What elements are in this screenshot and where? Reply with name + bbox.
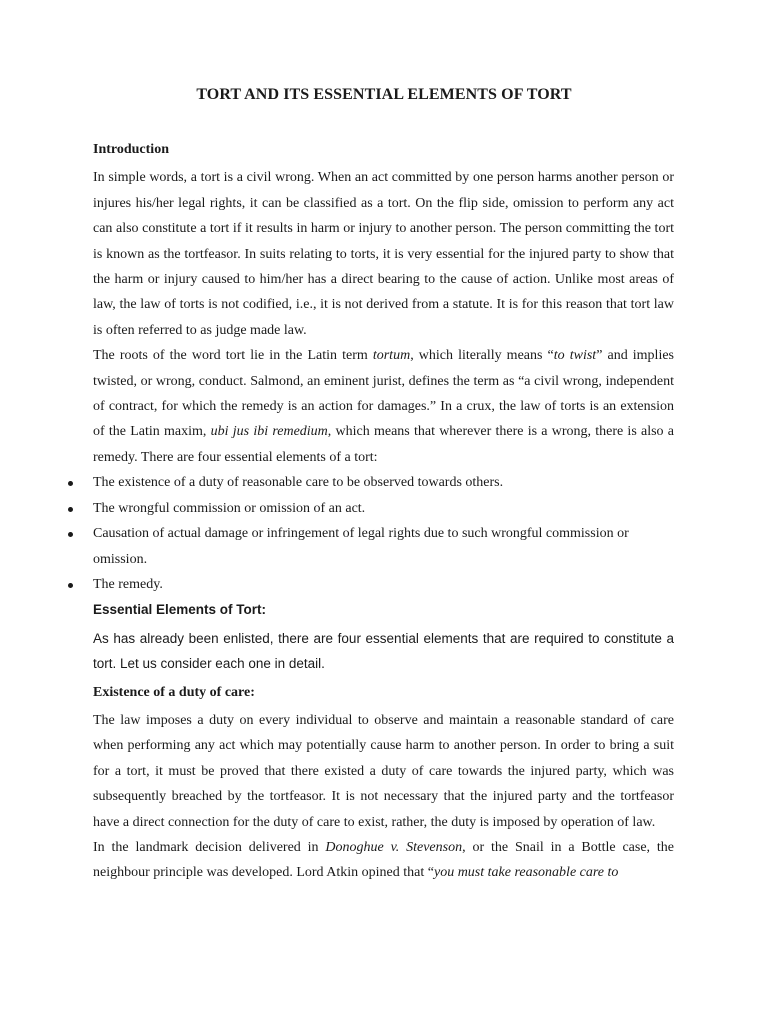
latin-maxim: ubi jus ibi remedium <box>210 424 328 440</box>
list-item <box>93 496 674 521</box>
document-title: TORT AND ITS ESSENTIAL ELEMENTS OF TORT <box>196 86 572 103</box>
introduction-heading: Introduction <box>93 142 169 157</box>
list-item-text: The wrongful commission or omission of an act. <box>93 500 366 516</box>
quoted-meaning: to twist <box>553 348 597 364</box>
essential-elements-heading: Essential Elements of Tort: <box>93 602 267 618</box>
list-item-text: The remedy. <box>93 576 163 592</box>
text-run: , or the Snail in a Bottle case, the neighbour principle was developed. Lord Atkin opined that “ <box>93 839 675 881</box>
list-item <box>93 470 674 495</box>
list-item <box>93 521 674 572</box>
text-run: ” and implies twisted, or wrong, conduct. Salmond, an eminent jurist, defines the term as “a civil wrong, independent of contract, for which the remedy is an action for damages.” In a crux, the law of torts is an extension of the Latin maxim, <box>93 348 674 440</box>
bullet-icon <box>68 481 73 486</box>
quoted-text: you must take reasonable care to <box>433 865 619 881</box>
text-run: , which literally means “ <box>410 348 554 364</box>
case-name: Donoghue v. Stevenson <box>325 839 463 855</box>
text-run: The roots of the word tort lie in the Latin term <box>93 348 373 364</box>
essential-elements-paragraph: As has already been enlisted, there are four essential elements that are required to constitute a tort. Let us consider each one in detail. <box>93 630 674 672</box>
list-item-text: Causation of actual damage or infringement of legal rights due to such wrongful commission or omission. <box>93 526 629 567</box>
duty-paragraph-2 <box>93 835 674 886</box>
bullet-icon <box>68 583 73 588</box>
list-item-text: The existence of a duty of reasonable care to be observed towards others. <box>93 475 504 491</box>
duty-paragraph-1: The law imposes a duty on every individual to observe and maintain a reasonable standard of care when performing any act which may potentially cause harm to another person. In order to bring a suit for a tort, it must be proved that there existed a duty of care towards the injured party, which was subsequently breached by the tortfeasor. It is not necessary that the injured party and the tortfeasor have a direct connection for the duty of care to exist, rather, the duty is imposed by operation of law. <box>93 712 674 830</box>
latin-term: tortum <box>372 348 411 364</box>
intro-paragraph-1: In simple words, a tort is a civil wrong. When an act committed by one person harms another person or injures his/her legal rights, it can be classified as a tort. On the flip side, omission to perform any act can also constitute a tort if it results in harm or injury to another person. The person committing the tort is known as the tortfeasor. In suits relating to torts, it is very essential for the injured party to show that the harm or injury caused to him/her has a direct bearing to the cause of action. Unlike most areas of law, the law of torts is not codified, i.e., it is not derived from a statute. It is for this reason that tort law is often referred to as judge made law. <box>93 170 674 338</box>
text-run: , which means that wherever there is a wrong, there is also a remedy. There are four essential elements of a tort: <box>93 424 674 465</box>
duty-of-care-heading: Existence of a duty of care: <box>93 684 255 700</box>
document-body <box>93 137 674 886</box>
list-item <box>93 572 674 597</box>
intro-paragraph-2 <box>93 343 674 470</box>
bullet-icon <box>68 532 73 537</box>
elements-list <box>93 470 674 597</box>
bullet-icon <box>68 507 73 512</box>
text-run: In the landmark decision delivered in <box>93 839 326 855</box>
